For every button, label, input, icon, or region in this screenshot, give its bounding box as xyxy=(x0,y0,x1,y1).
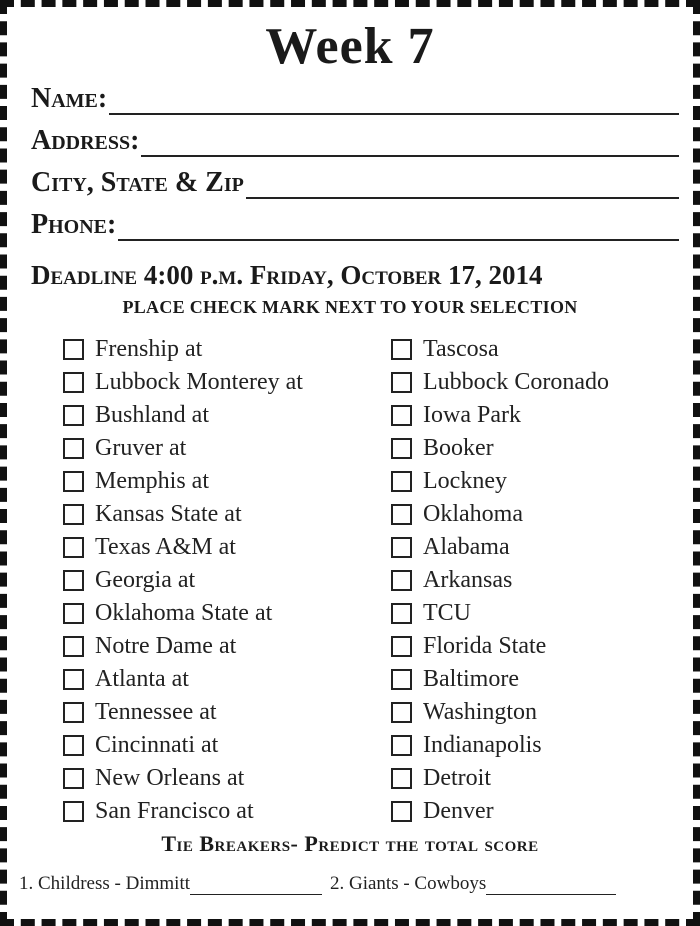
tiebreaker-2-blank[interactable] xyxy=(486,878,616,895)
pick-home-8[interactable] xyxy=(391,564,609,597)
home-team-label: Baltimore xyxy=(423,666,519,692)
checkbox[interactable] xyxy=(63,768,84,789)
away-team-label: Texas A&M at xyxy=(95,534,236,560)
home-teams-column xyxy=(391,333,609,828)
checkbox[interactable] xyxy=(63,702,84,723)
away-team-label: Kansas State at xyxy=(95,501,242,527)
away-team-label: Bushland at xyxy=(95,402,209,428)
checkbox[interactable] xyxy=(63,504,84,525)
pick-away-3[interactable] xyxy=(63,399,303,432)
checkbox[interactable] xyxy=(63,570,84,591)
pick-away-14[interactable] xyxy=(63,762,303,795)
away-team-label: Memphis at xyxy=(95,468,209,494)
checkbox[interactable] xyxy=(63,669,84,690)
pick-away-1[interactable] xyxy=(63,333,303,366)
instruction-text: PLACE CHECK MARK NEXT TO YOUR SELECTION xyxy=(122,297,578,317)
checkbox[interactable] xyxy=(391,768,412,789)
pick-away-2[interactable] xyxy=(63,366,303,399)
pick-away-15[interactable] xyxy=(63,795,303,828)
name-field[interactable] xyxy=(31,83,679,115)
home-team-label: Oklahoma xyxy=(423,501,523,527)
pick-home-15[interactable] xyxy=(391,795,609,828)
home-team-label: Alabama xyxy=(423,534,510,560)
pick-away-7[interactable] xyxy=(63,531,303,564)
pick-home-4[interactable] xyxy=(391,432,609,465)
checkbox[interactable] xyxy=(391,372,412,393)
away-team-label: Lubbock Monterey at xyxy=(95,369,303,395)
checkbox[interactable] xyxy=(391,801,412,822)
name-label: Name: xyxy=(31,83,108,114)
pick-home-2[interactable] xyxy=(391,366,609,399)
home-team-label: Denver xyxy=(423,798,494,824)
home-team-label: Iowa Park xyxy=(423,402,521,428)
away-team-label: Gruver at xyxy=(95,435,187,461)
pick-home-12[interactable] xyxy=(391,696,609,729)
deadline-text: Deadline 4:00 p.m. Friday, October 17, 2014 xyxy=(31,260,543,290)
checkbox[interactable] xyxy=(63,471,84,492)
pick-away-4[interactable] xyxy=(63,432,303,465)
pick-home-11[interactable] xyxy=(391,663,609,696)
checkbox[interactable] xyxy=(391,570,412,591)
checkbox[interactable] xyxy=(63,801,84,822)
tiebreaker-1-label: 1. Childress - Dimmitt xyxy=(19,873,190,894)
home-team-label: Arkansas xyxy=(423,567,513,593)
checkbox[interactable] xyxy=(391,669,412,690)
checkbox[interactable] xyxy=(391,405,412,426)
home-team-label: Tascosa xyxy=(423,336,499,362)
pick-home-1[interactable] xyxy=(391,333,609,366)
checkbox[interactable] xyxy=(63,636,84,657)
tiebreaker-2-label: 2. Giants - Cowboys xyxy=(330,873,487,894)
away-team-label: Atlanta at xyxy=(95,666,189,692)
away-team-label: Georgia at xyxy=(95,567,196,593)
tiebreaker-1[interactable] xyxy=(19,873,322,895)
city-state-zip-line[interactable] xyxy=(246,173,679,199)
pick-home-6[interactable] xyxy=(391,498,609,531)
checkbox[interactable] xyxy=(63,372,84,393)
pick-away-8[interactable] xyxy=(63,564,303,597)
address-field[interactable] xyxy=(31,125,679,157)
checkbox[interactable] xyxy=(63,603,84,624)
home-team-label: Detroit xyxy=(423,765,491,791)
pick-home-7[interactable] xyxy=(391,531,609,564)
pick-home-10[interactable] xyxy=(391,630,609,663)
home-team-label: Florida State xyxy=(423,633,547,659)
checkbox[interactable] xyxy=(391,504,412,525)
city-state-zip-label: City, State & Zip xyxy=(31,167,244,198)
home-team-label: Lubbock Coronado xyxy=(423,369,609,395)
checkbox[interactable] xyxy=(391,702,412,723)
pick-away-11[interactable] xyxy=(63,663,303,696)
pick-away-10[interactable] xyxy=(63,630,303,663)
tiebreaker-heading: Tie Breakers- Predict the total score xyxy=(161,831,539,856)
checkbox[interactable] xyxy=(63,735,84,756)
checkbox[interactable] xyxy=(391,438,412,459)
address-line[interactable] xyxy=(141,131,679,157)
city-state-zip-field[interactable] xyxy=(31,167,679,199)
away-team-label: New Orleans at xyxy=(95,765,245,791)
page-title: Week 7 xyxy=(265,18,435,75)
away-team-label: Oklahoma State at xyxy=(95,600,273,626)
tiebreakers-row xyxy=(19,873,673,895)
away-team-label: Tennessee at xyxy=(95,699,217,725)
pick-away-5[interactable] xyxy=(63,465,303,498)
away-team-label: Cincinnati at xyxy=(95,732,219,758)
pick-home-5[interactable] xyxy=(391,465,609,498)
away-team-label: Notre Dame at xyxy=(95,633,237,659)
phone-field[interactable] xyxy=(31,209,679,241)
away-team-label: Frenship at xyxy=(95,336,203,362)
pick-home-13[interactable] xyxy=(391,729,609,762)
checkbox[interactable] xyxy=(391,735,412,756)
checkbox[interactable] xyxy=(63,537,84,558)
checkbox[interactable] xyxy=(391,603,412,624)
pick-home-14[interactable] xyxy=(391,762,609,795)
home-team-label: Lockney xyxy=(423,468,507,494)
phone-line[interactable] xyxy=(118,215,679,241)
pick-home-3[interactable] xyxy=(391,399,609,432)
pick-away-12[interactable] xyxy=(63,696,303,729)
home-team-label: Indianapolis xyxy=(423,732,542,758)
home-team-label: Washington xyxy=(423,699,538,725)
checkbox[interactable] xyxy=(63,438,84,459)
home-team-label: Booker xyxy=(423,435,494,461)
name-line[interactable] xyxy=(109,89,679,115)
pick-away-13[interactable] xyxy=(63,729,303,762)
checkbox[interactable] xyxy=(391,537,412,558)
away-teams-column xyxy=(63,333,303,828)
checkbox[interactable] xyxy=(63,405,84,426)
tiebreaker-2[interactable] xyxy=(330,873,616,895)
tiebreaker-1-blank[interactable] xyxy=(190,878,322,895)
checkbox[interactable] xyxy=(391,339,412,360)
pick-away-9[interactable] xyxy=(63,597,303,630)
phone-label: Phone: xyxy=(31,209,117,240)
address-label: Address: xyxy=(31,125,140,156)
pick-home-9[interactable] xyxy=(391,597,609,630)
checkbox[interactable] xyxy=(391,471,412,492)
home-team-label: TCU xyxy=(423,600,471,626)
checkbox[interactable] xyxy=(63,339,84,360)
checkbox[interactable] xyxy=(391,636,412,657)
pick-away-6[interactable] xyxy=(63,498,303,531)
away-team-label: San Francisco at xyxy=(95,798,254,824)
